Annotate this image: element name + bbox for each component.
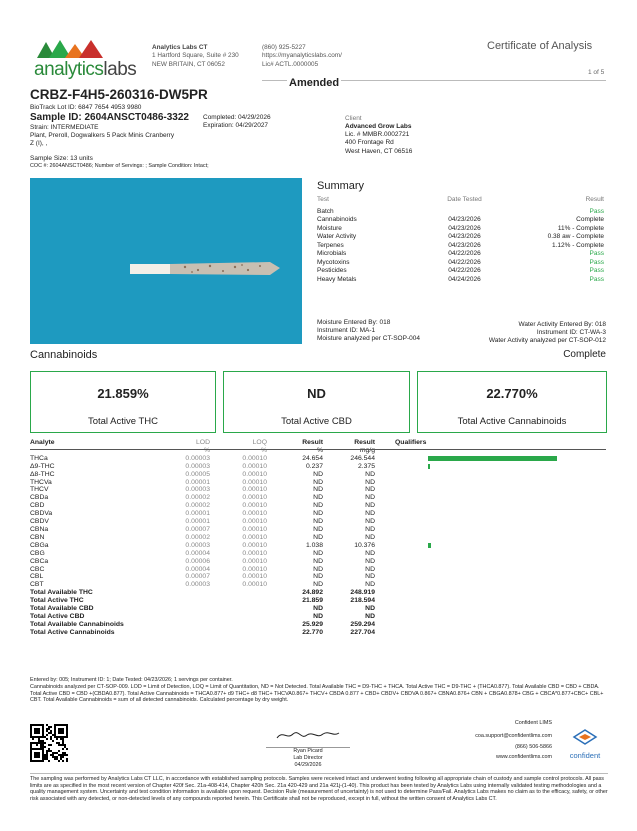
client-license: Lic. # MMBR.0002721 — [345, 131, 410, 139]
confident-email[interactable]: coa.support@confidentlims.com — [475, 732, 552, 739]
footer-disclaimer: The sampling was performed by Analytics Labs CT LLC, in accordance with established sampling protocols. Samples were received intact and underwent testing following all appropriate chain of custody and sample control protocols. All pass limits are as specified in the most recent version of Chapter 420f Sec. 21a-408-414, Chapter 420h Sec. 21a 420-429 and 21a 421j-(1-40). This product has been tested by Analytics Labs using internally validated testing methodologies and a quality management system. Uncertainty and test condition information is available upon request. Decision Rule (measurement of uncertainty) is not used to determine Pass/Fail. Analytics Labs makes no claim as to the efficacy, safety, or other risk associated with any detected, or non-detected levels of any compounds reported herein. This Certificate shall not be reproduced, except in full, without the written consent of Analytics Labs CT. — [30, 776, 608, 802]
lab-license: Lic# ACTL.0000005 — [262, 60, 319, 68]
summary-date: 04/22/2026 — [448, 258, 481, 266]
summary-row — [317, 208, 604, 217]
analyte-result-pct: 1.038 — [305, 541, 323, 549]
footer-divider — [30, 773, 608, 774]
confident-contact — [440, 720, 552, 761]
analyte-lod: 0.00003 — [185, 454, 210, 462]
analyte-loq: 0.00010 — [242, 494, 267, 502]
analyte-loq: 0.00010 — [242, 573, 267, 581]
analyte-row — [30, 455, 557, 463]
total-result-pct: 25.929 — [302, 620, 323, 628]
notes-line1: Entered by: 005; Instrument ID: 1; Date Tested: 04/23/2026; 1 servings per container. — [30, 677, 233, 683]
summary-row — [317, 233, 604, 242]
total-row — [30, 605, 557, 613]
summary-result: 11% - Complete — [557, 224, 604, 232]
analyte-result-pct: ND — [313, 533, 323, 541]
summary-test: Cannabinoids — [317, 216, 357, 223]
summary-result: Pass — [589, 267, 604, 274]
amended-label: Amended — [289, 77, 340, 89]
analyte-row — [30, 573, 557, 581]
client-name: Advanced Grow Labs — [345, 123, 412, 131]
analyte-result-pct: ND — [313, 549, 323, 557]
analyte-loq: 0.00010 — [242, 549, 267, 557]
total-result-pct: 22.770 — [302, 628, 323, 636]
unit-result-mg: mg/g — [359, 446, 375, 454]
analyte-result-pct: ND — [313, 518, 323, 526]
analyte-row — [30, 479, 557, 487]
matrix: Plant, Preroll, Dogwalkers 5 Pack Minis Cranberry — [30, 132, 175, 140]
analyte-result-pct: 0.237 — [305, 462, 323, 470]
total-result-mg: 218.594 — [350, 597, 375, 605]
header-result-mg: Result — [354, 439, 375, 446]
total-row — [30, 613, 557, 621]
summary-header-test: Test — [317, 196, 329, 203]
analyte-result-mg: ND — [365, 525, 375, 533]
analyte-result-mg: ND — [365, 502, 375, 510]
analyte-result-mg: ND — [365, 573, 375, 581]
summary-date: 04/24/2026 — [448, 275, 481, 283]
analyte-loq: 0.00010 — [242, 525, 267, 533]
unit-loq: % — [260, 446, 267, 454]
total-cannabinoids-label: Total Active Cannabinoids — [457, 416, 567, 427]
total-name: Total Active CBD — [30, 612, 85, 620]
biotrack-id: BioTrack Lot ID: 6847 7654 4953 9980 — [30, 104, 142, 111]
summary-date: 04/22/2026 — [448, 267, 481, 274]
sample-code: CRBZ-F4H5-260316-DW5PR — [30, 87, 208, 102]
analyte-row — [30, 518, 557, 526]
analyte-name: CBT — [30, 581, 44, 589]
summary-row — [317, 259, 604, 268]
total-row — [30, 589, 557, 597]
lab-address — [152, 44, 239, 69]
header-loq: LOQ — [252, 439, 267, 446]
analyte-row — [30, 494, 557, 502]
signer-title: Lab Director — [293, 754, 323, 761]
summary-test: Heavy Metals — [317, 275, 357, 283]
analyte-loq: 0.00010 — [242, 533, 267, 541]
client-block — [345, 115, 412, 156]
analyte-name: CBG — [30, 549, 45, 557]
signature-date: 04/29/2026 — [294, 761, 322, 768]
analyte-row — [30, 550, 557, 558]
confident-logo-icon — [572, 728, 598, 746]
analyte-result-mg: 10.376 — [354, 541, 375, 549]
confident-phone: (866) 506-5866 — [515, 743, 552, 750]
moisture-sop: Moisture analyzed per CT-SOP-004 — [317, 335, 420, 343]
document-title: Certificate of Analysis — [487, 40, 593, 52]
analyte-name: CBGa — [30, 541, 49, 549]
analyte-lod: 0.00004 — [185, 565, 210, 573]
total-thc-label: Total Active THC — [87, 416, 159, 427]
total-cbd-box — [223, 371, 410, 433]
total-result-pct: ND — [313, 612, 323, 620]
coc-line: COC #: 2604ANSCT0486; Number of Servings: ; Sample Condition: Intact; — [30, 163, 209, 169]
total-result-pct: 21.859 — [302, 597, 323, 605]
summary-row — [317, 216, 604, 225]
analyte-name: CBL — [30, 573, 44, 581]
analyte-result-mg: ND — [365, 565, 375, 573]
summary-date: 04/22/2026 — [448, 250, 481, 257]
notes-line2: Cannabinoids analyzed per CT-SOP-009. LOD = Limit of Detection, LOQ = Limit of Quantitation, ND = Not Detected. Total Available THC = D9-THC + THCA. Total Active THC = D9-THC + (THCA0.877). Total Available CBD = CBD + CBDA. Total Active CBD = CBD +(CBDA0.877). Total Active Cannabinoids = THCA0.877+ d9 THC+ d8 THC+ THCVA0.867+ THCV+ CBDA 0.877 + CBD+ CBDV+ CBDVA 0.867+ CBNA0.876+ CBN + CBGA0.878+ CBG + CBCA*0.877+CBC+ CBL+ CBT. Total Available Cannabinoids = sum of all detected cannabinoids. Calculated percentage by dry weight. — [30, 683, 604, 704]
confident-logo-text: confident — [569, 751, 601, 760]
water-instrument: Instrument ID: CT-WA-3 — [536, 329, 606, 337]
total-thc-value: 21.859% — [97, 386, 149, 401]
header-analyte: Analyte — [30, 439, 55, 446]
summary-header — [317, 196, 604, 205]
analyte-loq: 0.00010 — [242, 454, 267, 462]
sample-details — [30, 124, 174, 148]
analyte-loq: 0.00010 — [242, 581, 267, 589]
total-row — [30, 597, 557, 605]
analyte-name: THCVa — [30, 478, 52, 486]
summary-date: 04/23/2026 — [448, 216, 481, 223]
total-name: Total Active THC — [30, 597, 84, 605]
analyte-lod: 0.00003 — [185, 462, 210, 470]
total-result-mg: 248.919 — [350, 589, 375, 597]
analyte-loq: 0.00010 — [242, 541, 267, 549]
client-address1: 400 Frontage Rd — [345, 139, 394, 147]
analyte-row — [30, 566, 557, 574]
analyte-loq: 0.00010 — [242, 470, 267, 478]
analyte-name: THCa — [30, 454, 48, 462]
analyte-row — [30, 542, 557, 550]
summary-test: Pesticides — [317, 267, 347, 274]
analyte-lod: 0.00001 — [185, 478, 210, 486]
sample-id: Sample ID: 2604ANSCT0486-3322 — [30, 112, 189, 123]
analyte-name: CBCa — [30, 557, 49, 565]
analyte-row — [30, 486, 557, 494]
analyte-lod: 0.00003 — [185, 581, 210, 589]
analyte-name: Δ8-THC — [30, 470, 55, 478]
analyte-lod: 0.00001 — [185, 510, 210, 518]
lab-name: Analytics Labs CT — [152, 44, 208, 51]
analyte-result-mg: 246.544 — [350, 454, 375, 462]
analyte-lod: 0.00001 — [185, 518, 210, 526]
summary-date: 04/23/2026 — [448, 224, 481, 232]
lab-contact — [262, 44, 342, 69]
analyte-name: CBC — [30, 565, 45, 573]
analyte-row — [30, 502, 557, 510]
analyte-result-mg: ND — [365, 518, 375, 526]
sample-size: Sample Size: 13 units — [30, 155, 93, 162]
analyte-row — [30, 558, 557, 566]
analyte-lod: 0.00007 — [185, 525, 210, 533]
summary-header-date: Date Tested — [447, 196, 482, 203]
analyte-result-pct: ND — [313, 502, 323, 510]
analyte-result-mg: 2.375 — [357, 462, 375, 470]
summary-test: Moisture — [317, 224, 342, 232]
completed-date: Completed: 04/29/2026 — [203, 114, 271, 121]
summary-table — [317, 196, 604, 284]
summary-result: Pass — [589, 258, 604, 266]
analyte-result-pct: ND — [313, 525, 323, 533]
analyte-name: CBNa — [30, 525, 49, 533]
analyte-name: CBD — [30, 502, 45, 510]
total-cbd-label: Total Active CBD — [281, 416, 352, 427]
analyte-lod: 0.00007 — [185, 573, 210, 581]
cannabinoids-status: Complete — [563, 349, 606, 360]
summary-result: Pass — [589, 207, 604, 215]
analyte-name: CBDa — [30, 494, 49, 502]
analyte-lod: 0.00002 — [185, 494, 210, 502]
summary-row — [317, 242, 604, 251]
confident-name: Confident LIMS — [514, 720, 552, 726]
summary-test: Water Activity — [317, 233, 357, 240]
total-name: Total Available Cannabinoids — [30, 620, 124, 628]
expiration-date: Expiration: 04/29/2027 — [203, 122, 269, 129]
total-row — [30, 621, 557, 629]
analyte-lod: 0.00003 — [185, 486, 210, 494]
analyte-result-mg: ND — [365, 486, 375, 494]
total-result-pct: 24.892 — [302, 589, 323, 597]
summary-row — [317, 250, 604, 259]
header-lod: LOD — [196, 439, 210, 446]
qualifier-bar — [428, 464, 430, 469]
analyte-lod: 0.00004 — [185, 549, 210, 557]
analyte-loq: 0.00010 — [242, 462, 267, 470]
water-info — [440, 321, 606, 345]
summary-result: Pass — [589, 250, 604, 257]
summary-result: 0.38 aw - Complete — [547, 233, 604, 240]
analyte-name: CBDV — [30, 518, 49, 526]
analyte-result-pct: ND — [313, 486, 323, 494]
analyte-loq: 0.00010 — [242, 502, 267, 510]
analyte-result-mg: ND — [365, 549, 375, 557]
summary-test: Mycotoxins — [317, 258, 350, 266]
lab-phone: (860) 925-5227 — [262, 44, 306, 51]
total-thc-box — [30, 371, 216, 433]
analyte-lod: 0.00003 — [185, 541, 210, 549]
analyte-name: CBN — [30, 533, 45, 541]
analyte-row — [30, 534, 557, 542]
strain: Strain: INTERMEDIATE — [30, 124, 99, 131]
total-result-mg: ND — [365, 605, 375, 613]
analyte-row — [30, 581, 557, 589]
analyte-row — [30, 526, 557, 534]
analyte-lod: 0.00002 — [185, 502, 210, 510]
analyte-loq: 0.00010 — [242, 557, 267, 565]
total-cbd-value: ND — [307, 386, 326, 401]
total-name: Total Available CBD — [30, 605, 94, 613]
summary-row — [317, 267, 604, 276]
summary-test: Microbials — [317, 250, 347, 257]
total-row — [30, 629, 557, 637]
summary-result: Complete — [576, 216, 604, 223]
moisture-info — [317, 319, 420, 343]
analyte-header-underline — [30, 449, 606, 450]
lab-website[interactable]: https://myanalyticslabs.com/ — [262, 52, 342, 60]
analyte-result-mg: ND — [365, 510, 375, 518]
analyte-loq: 0.00010 — [242, 518, 267, 526]
summary-date: 04/23/2026 — [448, 233, 481, 240]
analyte-loq: 0.00010 — [242, 478, 267, 486]
water-entered: Water Activity Entered By: 018 — [518, 321, 606, 328]
lab-address-line1: 1 Hartford Square, Suite # 230 — [152, 52, 239, 60]
total-result-mg: ND — [365, 612, 375, 620]
total-result-mg: 259.294 — [350, 620, 375, 628]
water-sop: Water Activity analyzed per CT-SOP-012 — [488, 337, 606, 345]
analyte-lod: 0.00005 — [185, 470, 210, 478]
analyte-result-pct: 24.654 — [302, 454, 323, 462]
analyte-result-mg: ND — [365, 494, 375, 502]
lab-address-line2: NEW BRITAIN, CT 06052 — [152, 60, 225, 68]
page-number: 1 of 5 — [588, 69, 605, 76]
analyte-name: THCV — [30, 486, 49, 494]
summary-title: Summary — [317, 180, 365, 192]
notes — [30, 677, 608, 704]
signature — [258, 728, 358, 768]
summary-result: Pass — [589, 275, 604, 283]
confident-logo — [560, 728, 610, 760]
analyte-result-pct: ND — [313, 510, 323, 518]
unit-result-pct: % — [316, 446, 323, 454]
summary-result: 1.12% - Complete — [551, 241, 604, 249]
analyte-result-pct: ND — [313, 565, 323, 573]
qr-code-icon[interactable] — [30, 724, 68, 767]
analyte-lod: 0.00006 — [185, 557, 210, 565]
analyte-result-mg: ND — [365, 557, 375, 565]
moisture-instrument: Instrument ID: MA-1 — [317, 327, 376, 335]
total-cannabinoids-box — [417, 371, 607, 433]
analyte-lod: 0.00002 — [185, 533, 210, 541]
header-result-pct: Result — [302, 439, 323, 446]
analyte-table — [30, 439, 557, 637]
matrix-line2: Z (I), , — [30, 140, 48, 148]
total-result-pct: ND — [313, 605, 323, 613]
analyte-row — [30, 510, 557, 518]
sample-photo — [30, 178, 302, 344]
qualifier-bar — [428, 543, 431, 548]
signer-name: Ryan Picard — [293, 748, 323, 754]
analyte-result-pct: ND — [313, 581, 323, 589]
analyte-loq: 0.00010 — [242, 510, 267, 518]
analyte-result-mg: ND — [365, 533, 375, 541]
analyte-result-pct: ND — [313, 557, 323, 565]
analyte-header-row — [30, 439, 557, 447]
analyte-result-pct: ND — [313, 470, 323, 478]
summary-row — [317, 276, 604, 285]
analyte-loq: 0.00010 — [242, 486, 267, 494]
moisture-entered: Moisture Entered By: 018 — [317, 319, 391, 326]
header-qualifiers: Qualifiers — [395, 439, 427, 446]
total-cannabinoids-value: 22.770% — [486, 386, 538, 401]
preroll-image — [130, 262, 280, 275]
analyte-result-pct: ND — [313, 478, 323, 486]
summary-row — [317, 225, 604, 234]
confident-web[interactable]: www.confidentlims.com — [495, 754, 552, 761]
analyte-result-pct: ND — [313, 573, 323, 581]
summary-date: 04/23/2026 — [448, 241, 481, 249]
signature-scribble-icon — [273, 728, 343, 742]
unit-lod: % — [203, 446, 210, 454]
logo-mark-icon — [35, 38, 107, 60]
analyte-row — [30, 471, 557, 479]
total-name: Total Active Cannabinoids — [30, 628, 115, 636]
analyte-row — [30, 463, 557, 471]
analyte-result-mg: ND — [365, 478, 375, 486]
summary-test: Terpenes — [317, 241, 344, 249]
total-name: Total Available THC — [30, 589, 93, 597]
analyte-result-mg: ND — [365, 581, 375, 589]
client-label: Client — [345, 115, 362, 122]
analyte-name: CBDVa — [30, 510, 53, 518]
client-address2: West Haven, CT 06516 — [345, 147, 413, 155]
qualifier-bar — [428, 456, 557, 461]
total-result-mg: 227.704 — [350, 628, 375, 636]
cannabinoids-title: Cannabinoids — [30, 349, 98, 361]
summary-header-result: Result — [585, 196, 604, 203]
summary-test: Batch — [317, 207, 334, 215]
analyte-name: Δ9-THC — [30, 462, 55, 470]
analyte-result-mg: ND — [365, 470, 375, 478]
analyte-loq: 0.00010 — [242, 565, 267, 573]
analyte-result-pct: ND — [313, 494, 323, 502]
summary-date — [417, 208, 512, 217]
logo-wordmark: analyticslabs — [34, 59, 137, 80]
